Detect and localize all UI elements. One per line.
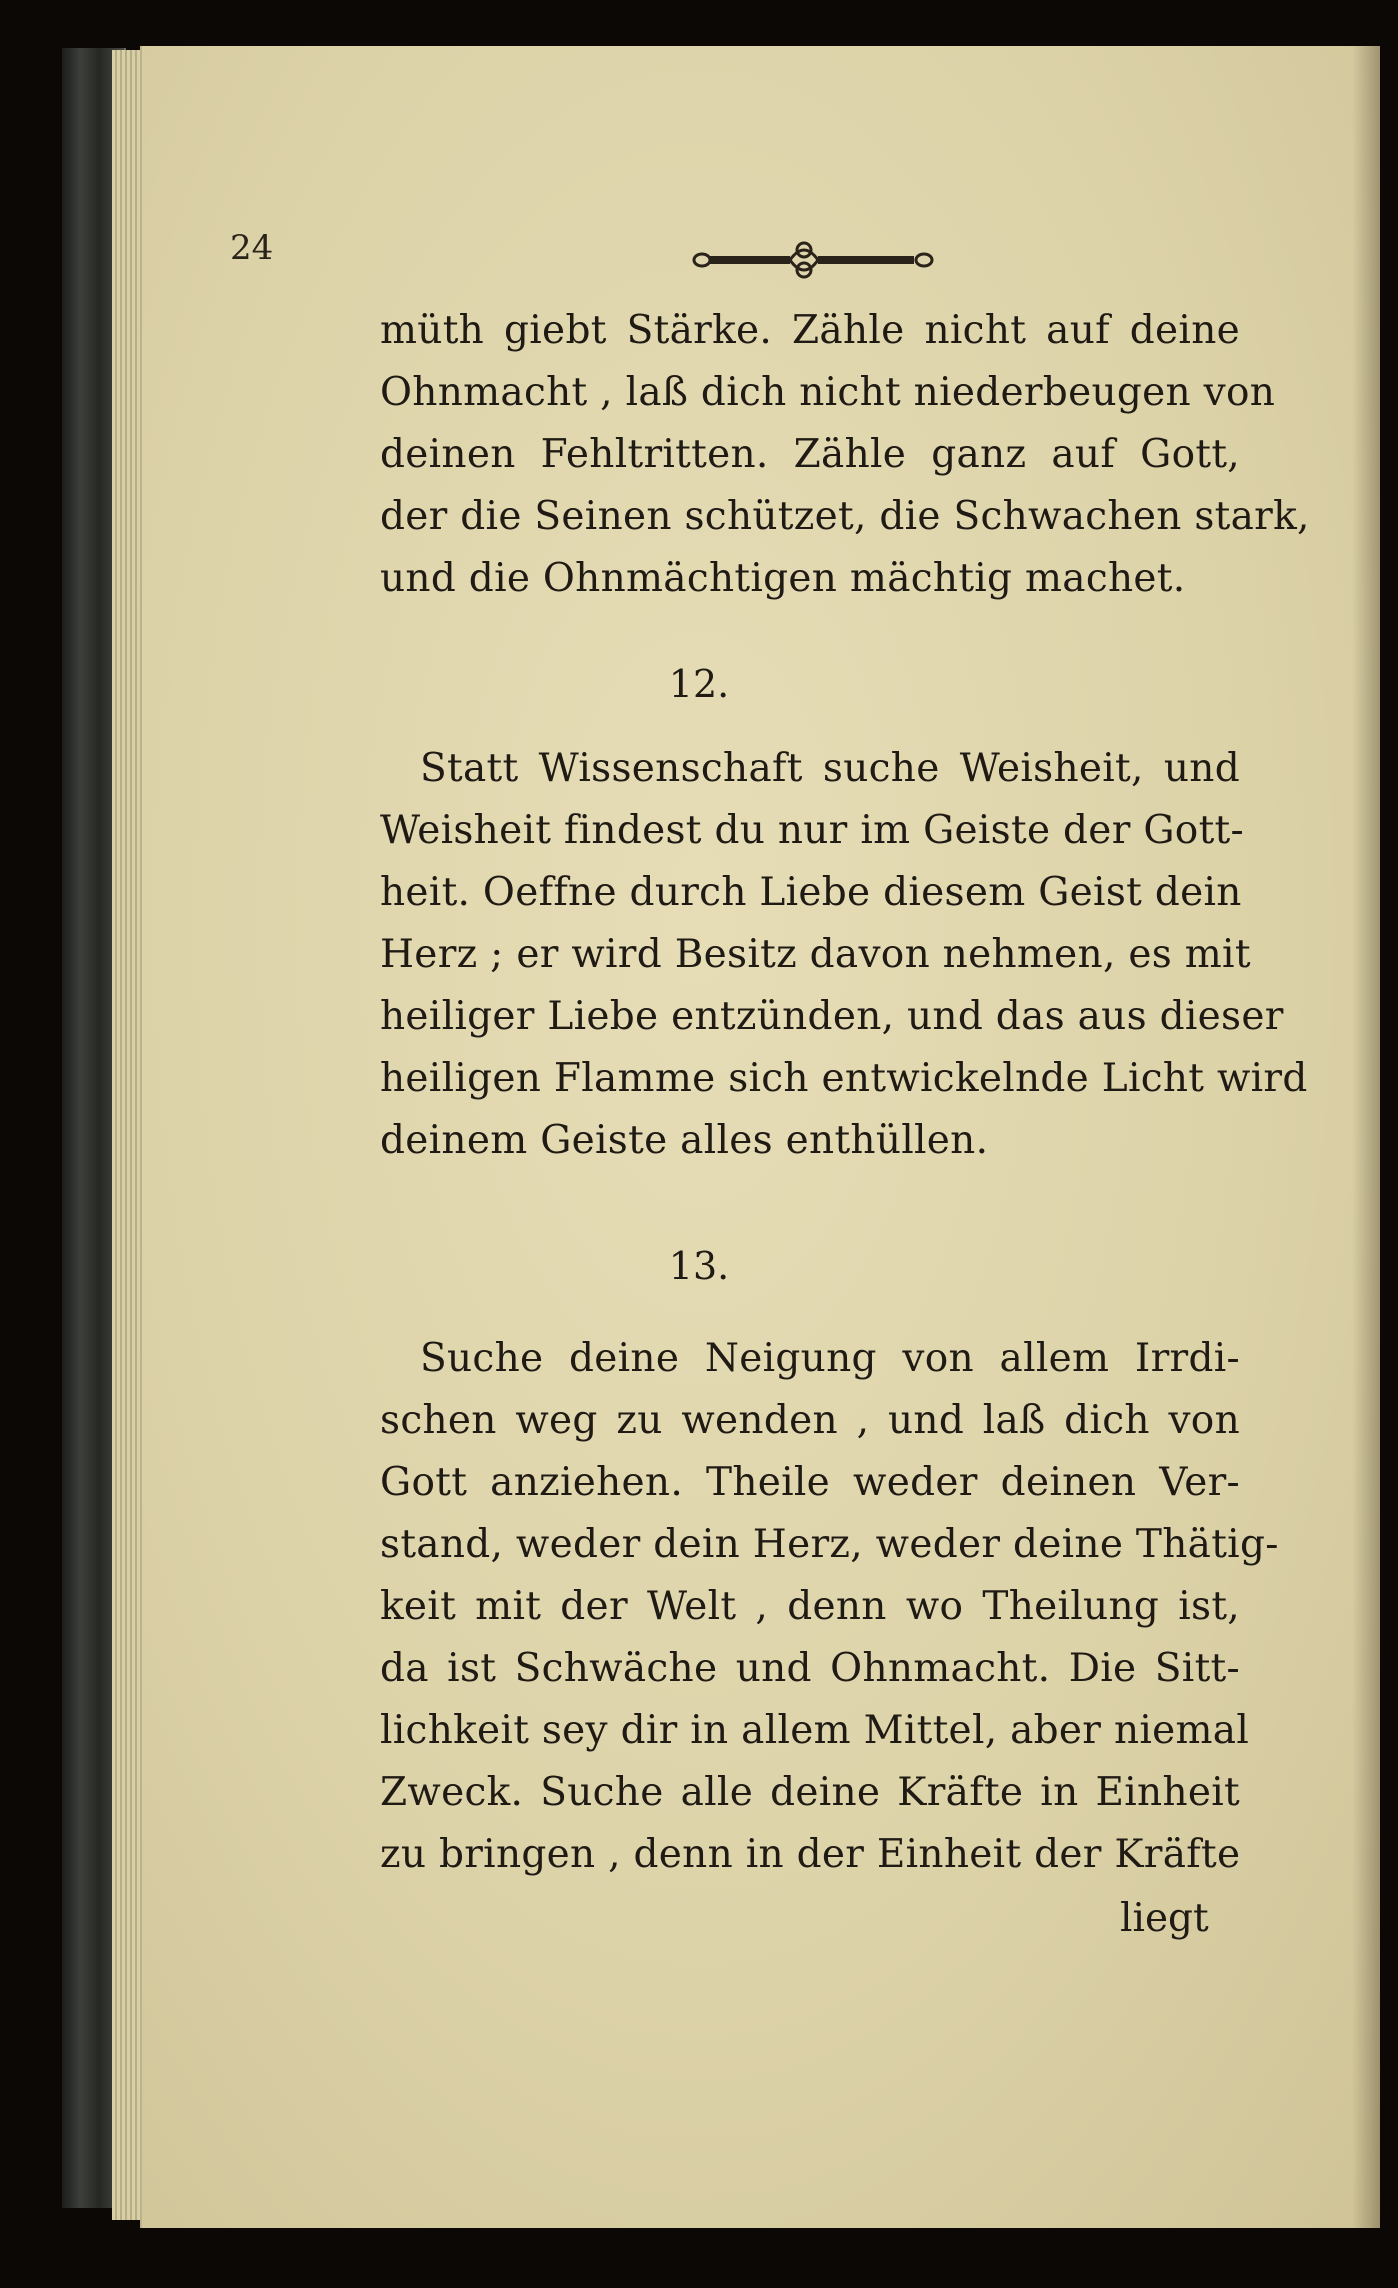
text-line: Ohnmacht , laß dich nicht niederbeugen von bbox=[380, 370, 1276, 415]
text-line: deinem Geiste alles enthüllen. bbox=[380, 1118, 989, 1163]
text-line: Gott anziehen. Theile weder deinen Ver- bbox=[380, 1460, 1240, 1505]
text-line: Weisheit findest du nur im Geiste der Gott- bbox=[380, 808, 1244, 853]
text-line: der die Seinen schützet, die Schwachen stark, bbox=[380, 494, 1310, 539]
text-line: deinen Fehltritten. Zähle ganz auf Gott, bbox=[380, 432, 1240, 477]
text-line: heit. Oeffne durch Liebe diesem Geist dein bbox=[380, 870, 1242, 915]
page-header bbox=[230, 228, 1210, 288]
text-line: keit mit der Welt , denn wo Theilung ist, bbox=[380, 1584, 1240, 1629]
text-line: lichkeit sey dir in allem Mittel, aber niemal bbox=[380, 1708, 1250, 1753]
page-number: 24 bbox=[230, 228, 274, 268]
text-line: heiliger Liebe entzünden, und das aus dieser bbox=[380, 994, 1284, 1039]
text-line: Statt Wissenschaft suche Weisheit, und bbox=[420, 746, 1240, 791]
text-line: zu bringen , denn in der Einheit der Kräfte bbox=[380, 1832, 1241, 1877]
section-number-12: 12. bbox=[668, 662, 730, 706]
paragraph-continuation bbox=[380, 300, 1310, 610]
text-line: müth giebt Stärke. Zähle nicht auf deine bbox=[380, 308, 1240, 353]
text-line: Herz ; er wird Besitz davon nehmen, es mit bbox=[380, 932, 1251, 977]
section-12-paragraph bbox=[380, 738, 1308, 1172]
text-line: Zweck. Suche alle deine Kräfte in Einheit bbox=[380, 1770, 1240, 1815]
text-line: Suche deine Neigung von allem Irrdi- bbox=[420, 1336, 1240, 1381]
ornament-rule bbox=[692, 236, 936, 280]
text-line: schen weg zu wenden , und laß dich von bbox=[380, 1398, 1240, 1443]
text-line: stand, weder dein Herz, weder deine Thätig- bbox=[380, 1522, 1279, 1567]
gutter-shadow bbox=[1352, 46, 1380, 2228]
catchword: liegt bbox=[1120, 1896, 1209, 1941]
text-line: da ist Schwäche und Ohnmacht. Die Sitt- bbox=[380, 1646, 1240, 1691]
text-line: heiligen Flamme sich entwickelnde Licht wird bbox=[380, 1056, 1308, 1101]
section-13-paragraph bbox=[380, 1328, 1279, 1886]
text-line: und die Ohnmächtigen mächtig machet. bbox=[380, 556, 1186, 601]
section-number-13: 13. bbox=[668, 1244, 730, 1288]
